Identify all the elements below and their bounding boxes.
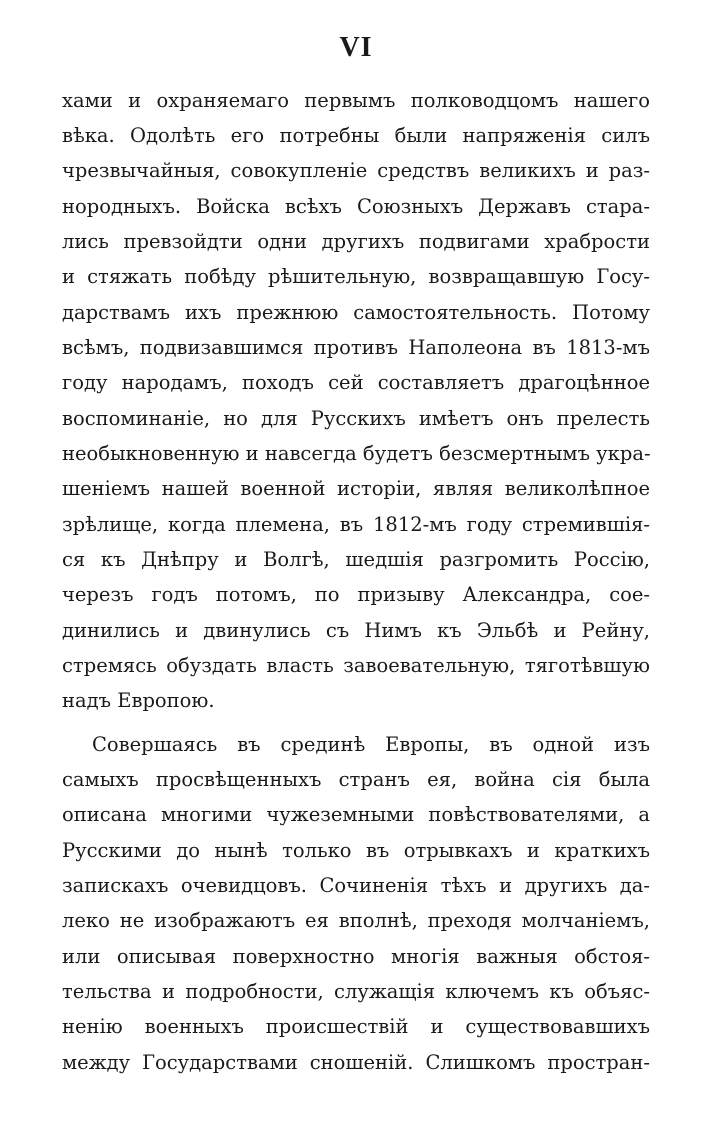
text-line: тельства и подробности, служащія ключемъ къ объяс- xyxy=(62,980,650,1003)
text-line: леко не изображаютъ ея вполнѣ, преходя молчаніемъ, xyxy=(62,909,650,932)
text-line: всѣмъ, подвизавшимся противъ Наполеона въ 1813-мъ xyxy=(62,336,650,359)
page-number: VI xyxy=(339,32,373,63)
text-line: описана многими чужеземными повѣствователями, а xyxy=(62,803,650,826)
text-line: и стяжать побѣду рѣшительную, возвращавшую Госу- xyxy=(62,265,650,288)
text-line: самыхъ просвѣщенныхъ странъ ея, война сія была xyxy=(62,768,650,791)
text-line: между Государствами сношеній. Слишкомъ простран- xyxy=(62,1051,650,1074)
text-line: Совершаясь въ срединѣ Европы, въ одной изъ xyxy=(92,733,650,756)
text-line: году народамъ, походъ сей составляетъ драгоцѣнное xyxy=(62,371,650,394)
text-line: лись превзойдти одни другихъ подвигами храбрости xyxy=(62,230,650,253)
text-line: необыкновенную и навсегда будетъ безсмертнымъ укра- xyxy=(62,442,651,465)
text-line: зрѣлище, когда племена, въ 1812-мъ году стремившія- xyxy=(62,513,650,536)
text-line: стремясь обуздать власть завоевательную, тяготѣвшую xyxy=(62,654,650,677)
text-line: запискахъ очевидцовъ. Сочиненія тѣхъ и другихъ да- xyxy=(62,874,650,897)
text-line: Русскими до нынѣ только въ отрывкахъ и краткихъ xyxy=(62,839,650,862)
text-line: воспоминаніе, но для Русскихъ имѣетъ онъ прелесть xyxy=(62,407,650,430)
text-line: дарствамъ ихъ прежнюю самостоятельность. Потому xyxy=(62,301,650,324)
text-line: надъ Европою. xyxy=(62,689,215,712)
text-line: динились и двинулись съ Нимъ къ Эльбѣ и Рейну, xyxy=(62,619,650,642)
text-line: хами и охраняемаго первымъ полководцомъ нашего xyxy=(62,89,650,112)
text-line: или описывая поверхностно многія важныя обстоя- xyxy=(62,945,650,968)
text-line: чрезвычайныя, совокупленіе средствъ великихъ и раз- xyxy=(62,159,650,182)
text-line: черезъ годъ потомъ, по призыву Александра, сое- xyxy=(62,583,650,606)
text-line: шеніемъ нашей военной исторіи, являя великолѣпное xyxy=(62,477,650,500)
text-line: вѣка. Одолѣть его потребны были напряженія силъ xyxy=(62,124,650,147)
text-line: нородныхъ. Войска всѣхъ Союзныхъ Державъ стара- xyxy=(62,195,650,218)
text-line: ненію военныхъ происшествій и существовавшихъ xyxy=(62,1015,650,1038)
text-line: ся къ Днѣпру и Волгѣ, шедшія разгромить Россію, xyxy=(62,548,650,571)
